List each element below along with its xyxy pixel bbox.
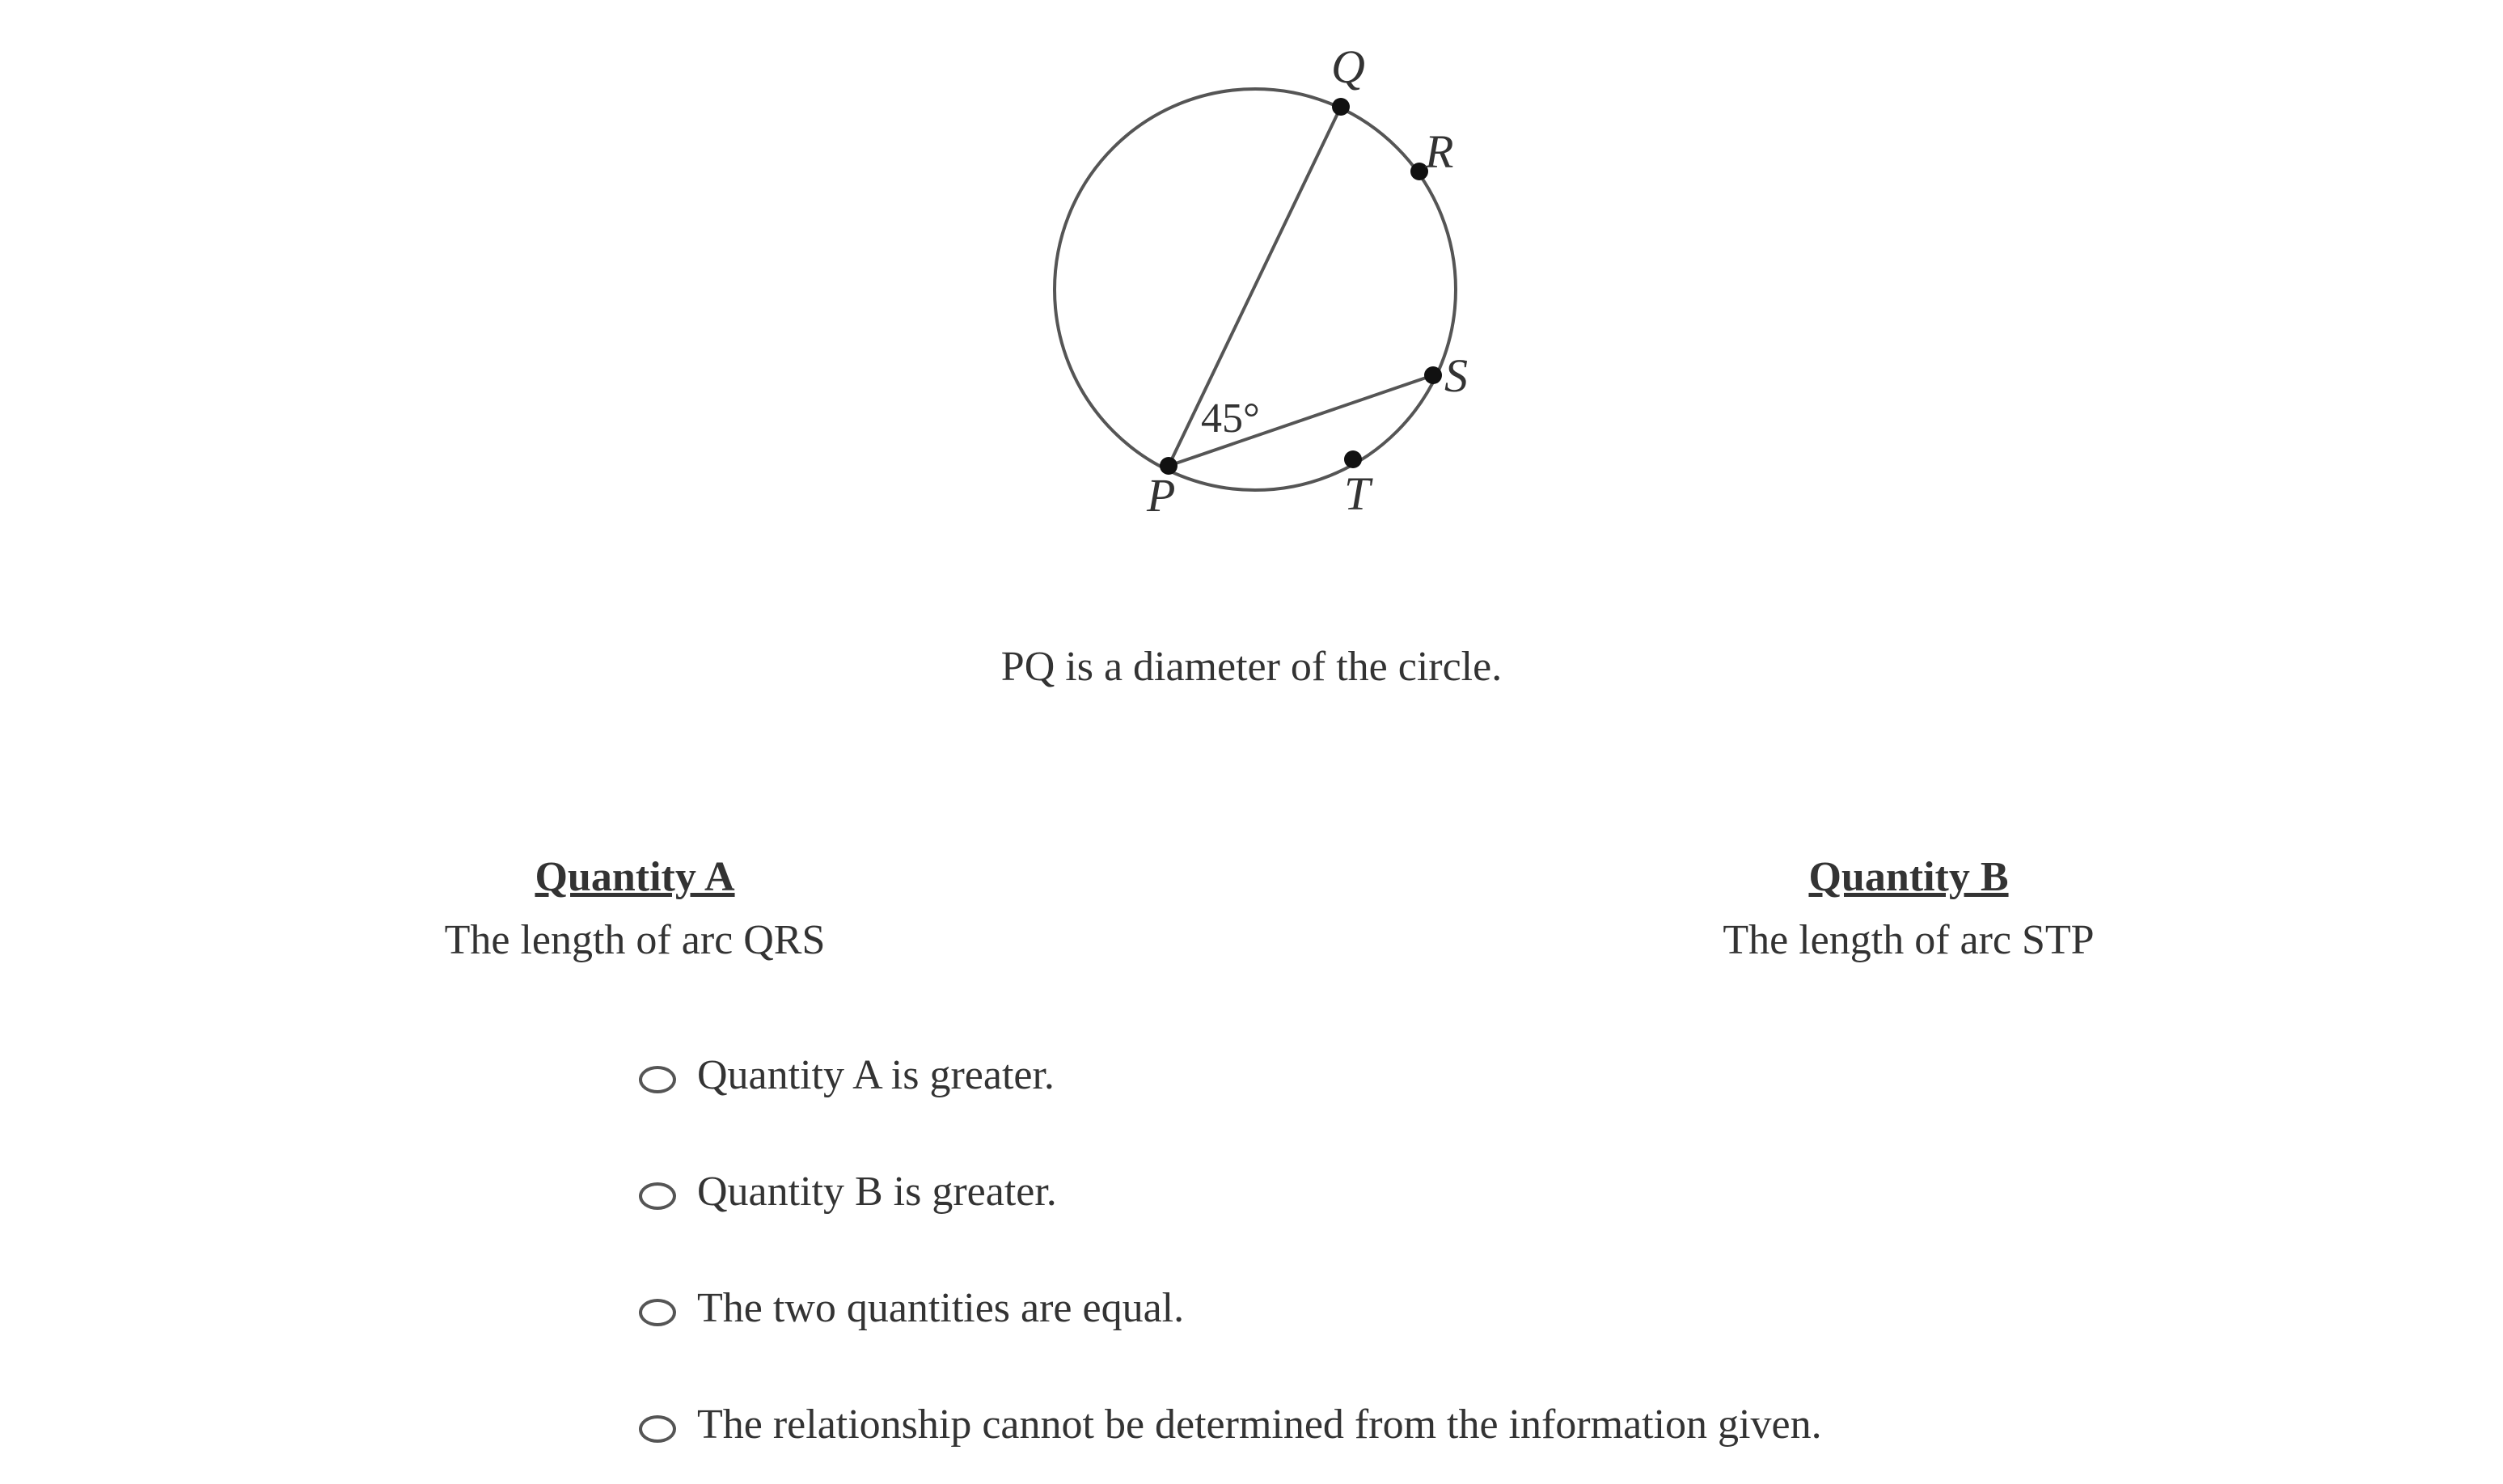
point-p-label: P <box>1147 469 1176 522</box>
point-s-dot <box>1424 366 1442 384</box>
choice-label: The two quantities are equal. <box>697 1285 1185 1331</box>
choice-label: Quantity A is greater. <box>697 1052 1055 1098</box>
caption-text: PQ is a diameter of the circle. <box>1000 644 1503 690</box>
circle-figure <box>922 0 1617 566</box>
point-q-label: Q <box>1331 40 1365 93</box>
point-t-label: T <box>1344 467 1371 520</box>
choice-label: The relationship cannot be determined from the information given. <box>697 1402 1822 1448</box>
quantity-a-column <box>271 853 999 965</box>
quantity-a-text: The length of arc QRS <box>444 917 826 963</box>
radio-button[interactable] <box>639 1182 676 1210</box>
radio-button[interactable] <box>639 1415 676 1443</box>
choice-label: Quantity B is greater. <box>697 1169 1057 1215</box>
point-s-label: S <box>1444 349 1468 402</box>
radio-button[interactable] <box>639 1299 676 1326</box>
point-t-dot <box>1344 450 1362 468</box>
quantity-b-text: The length of arc STP <box>1723 917 2095 963</box>
point-q-dot <box>1332 98 1350 116</box>
quantity-b-column <box>1545 853 2273 965</box>
quantity-a-heading: Quantity A <box>535 854 735 900</box>
quantity-b-heading: Quantity B <box>1808 854 2009 900</box>
radio-button[interactable] <box>639 1066 676 1093</box>
point-r-label: R <box>1425 125 1454 178</box>
angle-label: 45° <box>1201 395 1260 442</box>
